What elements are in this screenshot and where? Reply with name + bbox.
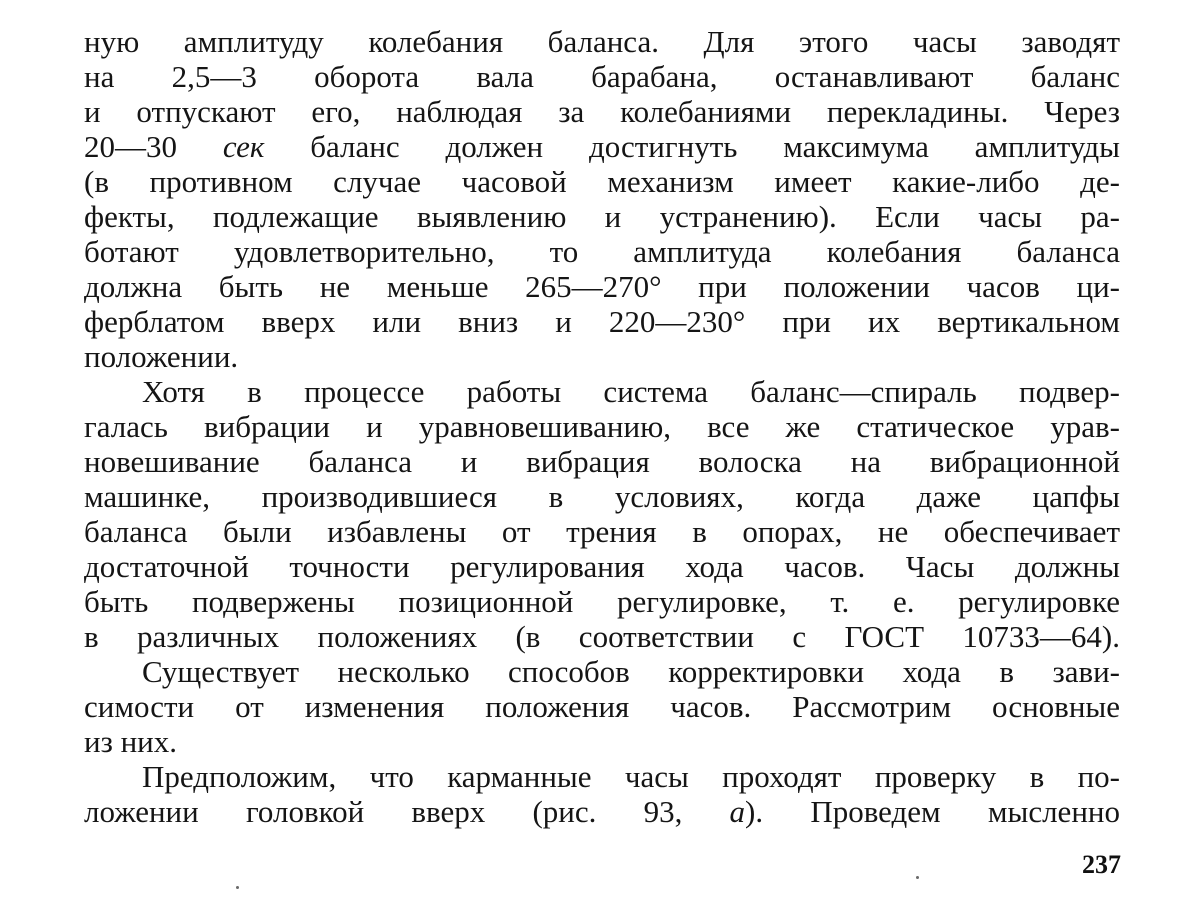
text-line: ботают удовлетворительно, то амплитуда колебания баланса — [84, 234, 1120, 269]
text-line: новешивание баланса и вибрация волоска на вибрационной — [84, 444, 1120, 479]
print-speck — [236, 886, 239, 889]
text-line: и отпускают его, наблюдая за колебаниями перекладины. Через — [84, 94, 1120, 129]
paragraph-first-line: Хотя в процессе работы система баланс—спираль подвер- — [142, 374, 1120, 409]
text-line: из них. — [84, 724, 178, 759]
text-line: положении. — [84, 339, 239, 374]
page-number: 237 — [1082, 850, 1121, 879]
text-line: достаточной точности регулирования хода часов. Часы должны — [84, 549, 1120, 584]
text-line: (в противном случае часовой механизм имеет какие-либо де- — [84, 164, 1120, 199]
text-line: в различных положениях (в соответствии с ГОСТ 10733—64). — [84, 619, 1120, 654]
text-line: фекты, подлежащие выявлению и устранению). Если часы ра- — [84, 199, 1120, 234]
text-line: баланса были избавлены от трения в опорах, не обеспечивает — [84, 514, 1120, 549]
paragraph-first-line: Существует несколько способов корректировки хода в зави- — [142, 654, 1120, 689]
text-line: должна быть не меньше 265—270° при положении часов ци- — [84, 269, 1120, 304]
text-line: машинке, производившиеся в условиях, когда даже цапфы — [84, 479, 1120, 514]
text-line: быть подвержены позиционной регулировке, т. е. регулировке — [84, 584, 1120, 619]
text-line: симости от изменения положения часов. Рассмотрим основные — [84, 689, 1120, 724]
print-speck — [916, 876, 919, 879]
text-line: ферблатом вверх или вниз и 220—230° при их вертикальном — [84, 304, 1120, 339]
text-line: на 2,5—3 оборота вала барабана, останавливают баланс — [84, 59, 1120, 94]
text-line: ложении головкой вверх (рис. 93, а). Проведем мысленно — [84, 794, 1120, 829]
text-line: ную амплитуду колебания баланса. Для этого часы заводят — [84, 24, 1120, 59]
paragraph-first-line: Предположим, что карманные часы проходят проверку в по- — [142, 759, 1120, 794]
text-line: 20—30 сек баланс должен достигнуть максимума амплитуды — [84, 129, 1120, 164]
text-line: галась вибрации и уравновешиванию, все же статическое урав- — [84, 409, 1120, 444]
